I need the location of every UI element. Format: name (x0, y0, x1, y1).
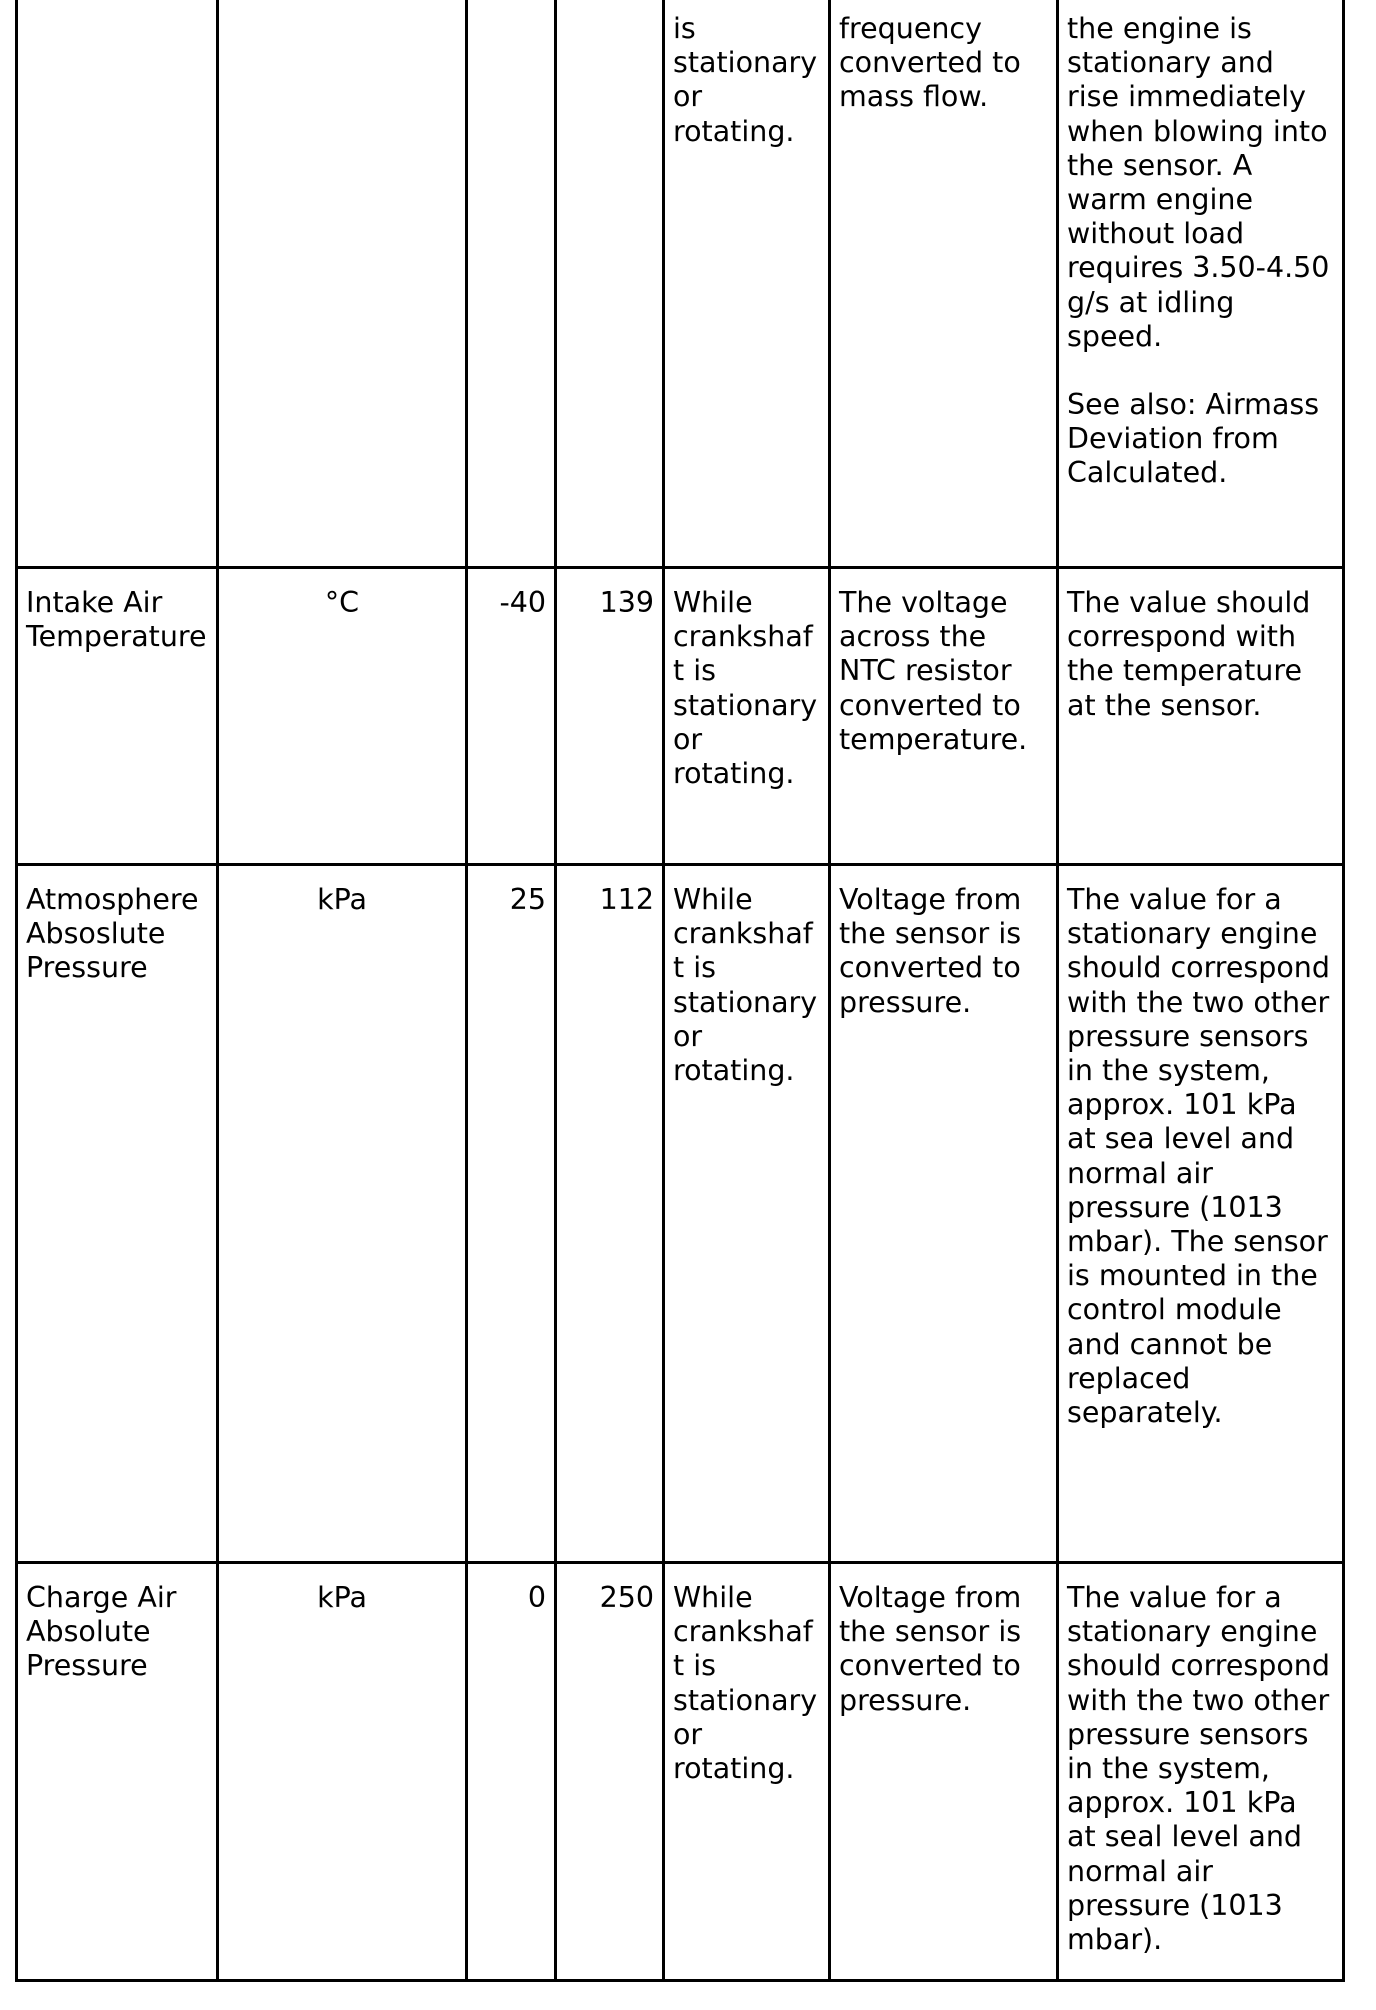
parameter-name-cell: Charge Air Absolute Pressure (17, 1563, 218, 1981)
note-cell: The value for a stationary engine should correspond with the two other pressure sensors in the system, approx. 101 kPa at sea level and normal air pressure (1013 mbar). The sensor is mounted in the control module and cannot be replaced separately. (1058, 865, 1344, 1563)
description-cell: Voltage from the sensor is converted to pressure. (830, 1563, 1058, 1981)
parameter-name-cell: Atmosphere Absoslute Pressure (17, 865, 218, 1563)
condition-cell: While crankshaft is stationary or rotating. (664, 1563, 830, 1981)
min-value-cell: 25 (467, 865, 556, 1563)
parameter-table (15, 0, 1345, 1982)
note-text: the engine is stationary and rise immediately when blowing into the sensor. A warm engine without load requires 3.50-4.50 g/s at idling speed. (1067, 12, 1330, 353)
table-row (17, 865, 1344, 1563)
note-cell: The value should correspond with the temperature at the sensor. (1058, 568, 1344, 865)
description-cell: Voltage from the sensor is converted to pressure. (830, 865, 1058, 1563)
parameter-name-cell (17, 0, 218, 568)
condition-cell: While crankshaft is stationary or rotating. (664, 568, 830, 865)
max-value-cell: 112 (556, 865, 664, 1563)
table-row (17, 0, 1344, 568)
parameter-name-cell: Intake Air Temperature (17, 568, 218, 865)
table-row (17, 568, 1344, 865)
table-row (17, 1563, 1344, 1981)
condition-cell: While crankshaft is stationary or rotating. (664, 865, 830, 1563)
description-cell: frequency converted to mass flow. (830, 0, 1058, 568)
max-value-cell: 139 (556, 568, 664, 865)
unit-cell: °C (218, 568, 467, 865)
note-see-also: See also: Airmass Deviation from Calculated. (1067, 388, 1320, 490)
min-value-cell: 0 (467, 1563, 556, 1981)
max-value-cell (556, 0, 664, 568)
description-cell: The voltage across the NTC resistor converted to temperature. (830, 568, 1058, 865)
condition-cell: is stationary or rotating. (664, 0, 830, 568)
min-value-cell: -40 (467, 568, 556, 865)
max-value-cell: 250 (556, 1563, 664, 1981)
unit-cell: kPa (218, 1563, 467, 1981)
unit-cell (218, 0, 467, 568)
unit-cell: kPa (218, 865, 467, 1563)
note-cell (1058, 0, 1344, 568)
note-cell: The value for a stationary engine should correspond with the two other pressure sensors in the system, approx. 101 kPa at seal level and normal air pressure (1013 mbar). (1058, 1563, 1344, 1981)
min-value-cell (467, 0, 556, 568)
